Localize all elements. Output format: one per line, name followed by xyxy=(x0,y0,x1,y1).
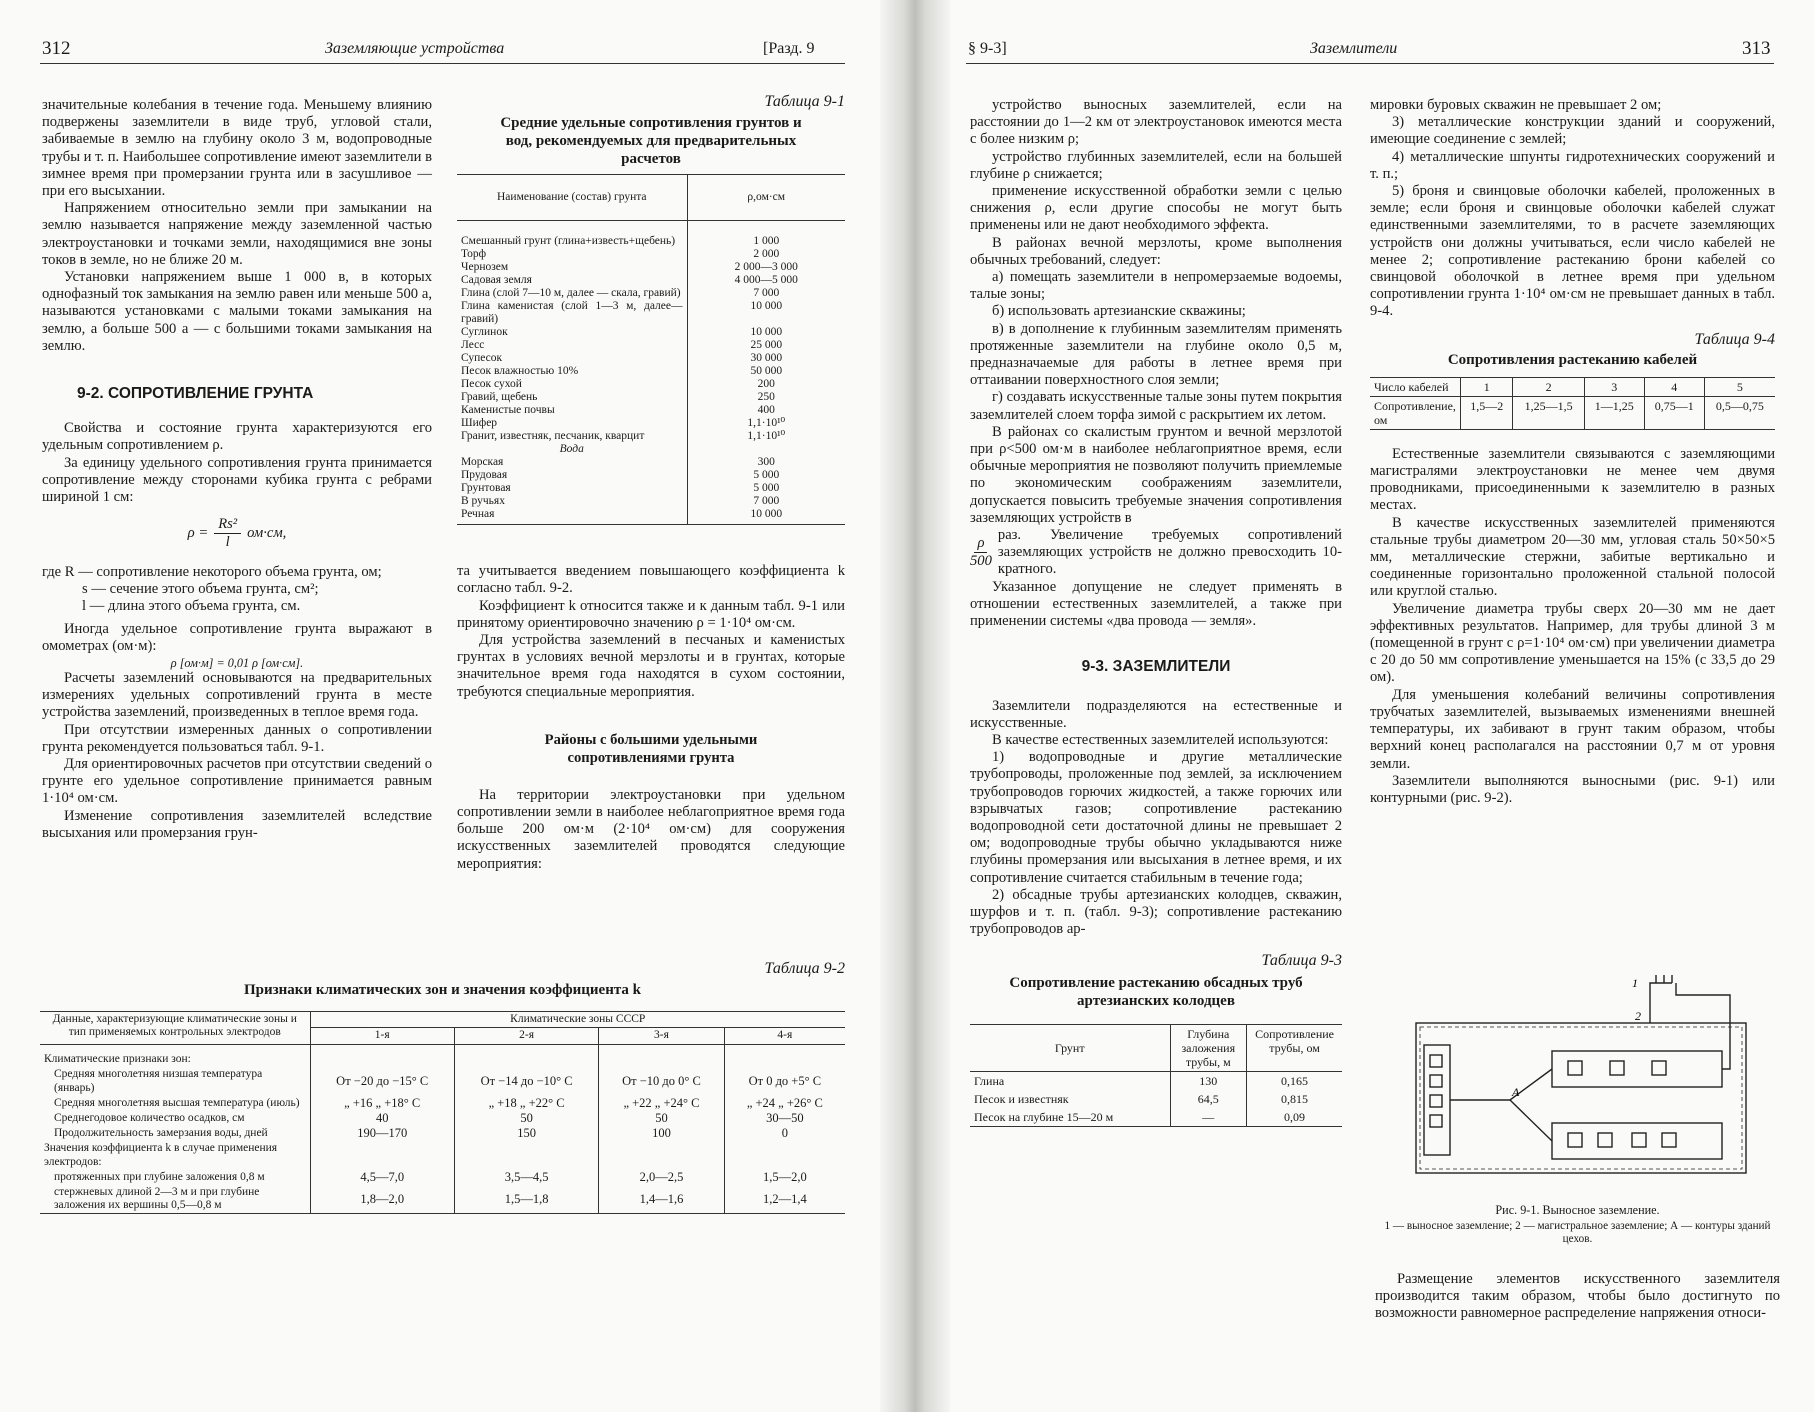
table-cell: Глина xyxy=(974,1073,1005,1088)
table-cell: 0,165 xyxy=(1247,1071,1342,1090)
table-cell: 64,5 xyxy=(1170,1090,1247,1108)
table-cell: 0,815 xyxy=(1247,1090,1342,1108)
paragraph: устройство глубинных заземлителей, если на большей глубине ρ снижается; xyxy=(970,148,1342,182)
formula-conversion: ρ [ом·м] = 0,01 ρ [ом·см]. xyxy=(170,655,304,670)
water-subheader: Вода xyxy=(559,442,584,455)
figure-legend: 1 — выносное заземление; 2 — магистральное заземление; А — контуры зданий цехов. xyxy=(1384,1220,1771,1246)
table-cell: 1,8—2,0 xyxy=(310,1185,454,1214)
table-row xyxy=(457,365,845,378)
table-cell-value: 1,1·10¹⁰ xyxy=(687,417,845,430)
paragraph: Для устройства заземлений в песчаных и каменистых грунтах в условиях вечной мерзлоты и в грунтах, которые значительное время года находятся в сухом состоянии, требуются специальные мероприятия. xyxy=(457,632,845,700)
paragraph: значительные колебания в течение года. Меньшему влиянию подвержены заземлители в виде труб, угловой стали, забиваемые в землю на глубину около 3 м, водопроводные трубы и т. п. Наибольшее сопротивление имеют заземлители в зимнее время при промерзании грунта или в засушливое — при его высыхании. xyxy=(42,97,432,200)
table-row xyxy=(457,326,845,339)
right-column-2 xyxy=(1370,97,1775,807)
fraction xyxy=(970,535,992,570)
table-cell-name: Прудовая xyxy=(461,468,508,481)
table-cell: 100 xyxy=(599,1126,724,1141)
where-line: s — сечение этого объема грунта, см²; xyxy=(82,580,319,597)
table-cell-value: 30 000 xyxy=(687,352,845,365)
table-cell: „ +18 „ +22° С xyxy=(454,1096,598,1111)
table-cell-value: 7 000 xyxy=(687,495,845,508)
zone-header: 2-я xyxy=(454,1028,598,1044)
table-cell-name: Торф xyxy=(461,247,487,260)
section-heading: 9-3. ЗАЗЕМЛИТЕЛИ xyxy=(1081,658,1231,676)
zone-header: 4-я xyxy=(724,1028,845,1044)
left-column-1 xyxy=(42,97,432,842)
table-row xyxy=(40,1185,845,1214)
table-cell: 0,5—0,75 xyxy=(1704,396,1775,429)
figure-label-1: 1 xyxy=(1632,976,1638,990)
table-cell: 2,0—2,5 xyxy=(599,1170,724,1185)
paragraph: та учитывается введением повышающего коэффициента k согласно табл. 9-2. xyxy=(457,563,845,597)
table-row xyxy=(40,1126,845,1141)
table-group-label: Значения коэффициента k в случае применения электродов: xyxy=(44,1142,278,1168)
header-rule xyxy=(40,63,845,64)
table-cell-value: 5 000 xyxy=(687,469,845,482)
table-row xyxy=(40,1111,845,1126)
table-cell: 150 xyxy=(454,1126,598,1141)
table-cell: От −14 до −10° С xyxy=(454,1067,598,1095)
paragraph: При отсутствии измеренных данных о сопротивлении грунта рекомендуется пользоваться табл. 9-1. xyxy=(42,721,432,755)
paragraph: а) помещать заземлители в непромерзаемые водоемы, талые зоны; xyxy=(970,269,1342,303)
book-gutter xyxy=(880,0,950,1412)
table-cell-value: 10 000 xyxy=(687,508,845,521)
table-cell: 4,5—7,0 xyxy=(310,1170,454,1185)
paragraph: применение искусственной обработки земли с целью снижения ρ, если другие способы не могут быть применены или не дают необходимого эффекта. xyxy=(970,183,1342,234)
table-cell: 0 xyxy=(724,1126,845,1141)
figure-label-2: 2 xyxy=(1635,1009,1641,1023)
table-caption: Таблица 9-4 xyxy=(1694,330,1775,348)
table-cell-value: 200 xyxy=(687,378,845,391)
table-title: Признаки климатических зон и значения коэффициента k xyxy=(243,982,641,999)
table-cell-value: 5 000 xyxy=(687,482,845,495)
page-number: 313 xyxy=(1742,38,1771,59)
table-cell: 1—1,25 xyxy=(1584,396,1644,429)
table-cell-value: 1,1·10¹⁰ xyxy=(687,430,845,443)
table-cell: „ +16 „ +18° С xyxy=(310,1096,454,1111)
paragraph: устройство выносных заземлителей, если на расстоянии до 1—2 км от электроустановок имеются места с более низким ρ; xyxy=(970,97,1342,148)
table-cell: 1,25—1,5 xyxy=(1513,396,1584,429)
table-cell-value: 4 000—5 000 xyxy=(687,274,845,287)
formula-numerator: Rs² xyxy=(214,516,241,534)
table-row xyxy=(457,404,845,417)
formula-denominator: l xyxy=(225,534,230,551)
table-cell: 50 xyxy=(599,1111,724,1126)
table-9-3 xyxy=(970,1024,1342,1127)
table-row xyxy=(970,1108,1342,1127)
table-cell: 4 xyxy=(1644,377,1704,396)
table-cell-name: Суглинок xyxy=(461,325,508,338)
table-row xyxy=(457,248,845,261)
table-row xyxy=(457,339,845,352)
grounding-diagram xyxy=(1380,975,1770,1195)
table-cell: 1,2—1,4 xyxy=(724,1185,845,1214)
table-cell: 1 xyxy=(1460,377,1513,396)
table-row xyxy=(457,287,845,300)
paragraph: Указанное допущение не следует применять в отношении естественных заземлителей, а также при применении системы «два провода — земля». xyxy=(970,578,1342,630)
table-row xyxy=(457,456,845,469)
formula-unit: ом·см, xyxy=(247,525,287,542)
table-row xyxy=(457,508,845,521)
paragraph: Установки напряжением выше 1 000 в, в которых однофазный ток замыкания на землю равен или меньше 500 а, называются установками с малыми токами замыкания на землю, а больше 500 а — с большими токами замыкания на землю. xyxy=(42,269,432,354)
page-number: 312 xyxy=(42,38,71,59)
table-cell: — xyxy=(1170,1108,1247,1127)
table-row-label: протяженных при глубине заложения 0,8 м xyxy=(54,1170,265,1183)
table-row xyxy=(457,274,845,287)
table-caption: Таблица 9-1 xyxy=(764,93,845,110)
table-caption: Таблица 9-3 xyxy=(1261,952,1342,970)
table-cell: 130 xyxy=(1170,1071,1247,1090)
table-cell-value: 50 000 xyxy=(687,365,845,378)
where-line: где R — сопротивление некоторого объема грунта, ом; xyxy=(42,563,382,580)
table-row-label: Среднегодовое количество осадков, см xyxy=(54,1111,245,1124)
table-cell: 2 xyxy=(1513,377,1584,396)
paragraph: 4) металлические шпунты гидротехнических сооружений и т. п.; xyxy=(1370,148,1775,182)
paragraph: В районах вечной мерзлоты, кроме выполнения обычных требований, следует: xyxy=(970,234,1342,268)
table-cell-value: 10 000 xyxy=(687,300,845,326)
table-title: Средние удельные сопротивления грунтов и вод, рекомендуемых для предварительных расчетов xyxy=(500,115,802,168)
paragraph: В качестве искусственных заземлителей применяются стальные трубы диаметром 20—30 мм, угловая сталь 50×50×5 мм, металлические стержни, забитые вертикально и соединенные горизонтально проложенной стальной полосой или круглой сталью. xyxy=(1370,514,1775,600)
table-cell: 1,5—2,0 xyxy=(724,1170,845,1185)
table-row xyxy=(457,300,845,326)
table-row xyxy=(970,1090,1342,1108)
table-cell: От 0 до +5° С xyxy=(724,1067,845,1095)
table-cell: 1,5—2 xyxy=(1460,396,1513,429)
table-caption: Таблица 9-2 xyxy=(764,960,845,977)
table-9-1 xyxy=(457,174,845,525)
table-cell-name: Каменистые почвы xyxy=(461,403,555,416)
table-cell-value: 1 000 xyxy=(687,235,845,248)
table-cell: От −20 до −15° С xyxy=(310,1067,454,1095)
subsection-heading: Районы с большими удельными сопротивлениями грунта xyxy=(544,731,758,766)
figure-9-1 xyxy=(1380,975,1770,1195)
table-title: Сопротивление растеканию обсадных труб артезианских колодцев xyxy=(1009,974,1303,1009)
running-title: Заземлители xyxy=(1310,40,1398,57)
table-row xyxy=(457,469,845,482)
table-cell-name: Гравий, щебень xyxy=(461,390,538,403)
table-row xyxy=(40,1096,845,1111)
paragraph: 5) броня и свинцовые оболочки кабелей, проложенных в земле; если броня и свинцовые оболочки кабелей служат единственными заземлителями, то в расчете заземляющих устройств они должны учитываться, если число кабелей не менее 2; сопротивление растеканию брони кабелей со свинцовой оболочкой в летнее время при удельном сопротивлении грунта 1·10⁴ ом·см не превышает данных в табл. 9-4. xyxy=(1370,183,1775,320)
table-header: ρ,ом·см xyxy=(687,175,845,221)
formula-lhs: ρ = xyxy=(187,525,209,542)
paragraph: Коэффициент k относится также и к данным табл. 9-1 или принятому ориентировочно значению ρ = 1·10⁴ ом·см. xyxy=(457,597,845,631)
table-header: Наименование (состав) грунта xyxy=(497,191,647,204)
table-cell: 50 xyxy=(454,1111,598,1126)
table-cell-name: Глина (слой 7—10 м, далее — скала, гравий) xyxy=(461,286,681,299)
table-cell: 3,5—4,5 xyxy=(454,1170,598,1185)
table-cell-name: Песок сухой xyxy=(461,377,522,390)
table-cell-value: 10 000 xyxy=(687,326,845,339)
table-cell-name: Супесок xyxy=(461,351,503,364)
formula xyxy=(42,516,432,551)
section-ref: [Разд. 9 xyxy=(763,40,815,57)
table-cell: Песок и известняк xyxy=(974,1091,1069,1106)
section-ref: § 9-3] xyxy=(968,40,1007,57)
running-title: Заземляющие устройства xyxy=(325,40,505,57)
paragraph: В качестве естественных заземлителей используются: xyxy=(992,731,1329,748)
table-row xyxy=(40,1067,845,1095)
paragraph: мировки буровых скважин не превышает 2 ом; xyxy=(1370,97,1662,113)
table-header: Данные, характеризующие климатические зоны и тип применяемых контрольных электродов xyxy=(40,1012,310,1044)
table-header: Грунт xyxy=(1054,1040,1085,1055)
table-row-label: Средняя многолетняя высшая температура (июль) xyxy=(54,1096,300,1109)
paragraph: в) в дополнение к глубинным заземлителям применять протяженные заземлители на глубине около 0,5 м, предназначаемые для работы в летнее время при оттаивании поверхностного слоя земли; xyxy=(970,320,1342,389)
table-cell-name: Шифер xyxy=(461,416,498,429)
section-heading: 9-2. СОПРОТИВЛЕНИЕ ГРУНТА xyxy=(77,385,314,403)
table-cell-value: 250 xyxy=(687,391,845,404)
table-9-4 xyxy=(1370,377,1775,430)
fraction-denominator: 500 xyxy=(970,553,992,570)
table-cell: 30—50 xyxy=(724,1111,845,1126)
paragraph: Изменение сопротивления заземлителей вследствие высыхания или промерзания грун- xyxy=(42,807,432,841)
paragraph: 3) металлические конструкции зданий и сооружений, имеющие соединение с землей; xyxy=(1370,114,1775,148)
paragraph: В районах со скалистым грунтом и вечной мерзлотой при ρ<500 ом·м в наиболее неблагоприятное время, если обычные мероприятия не позволяют получить приемлемые по экономическим соображениям заземлители, допускается повысить требуемые значения сопротивления заземляющих устройств в xyxy=(970,423,1342,526)
paragraph: На территории электроустановки при удельном сопротивлении земли в наиболее неблагоприятное время года больше 200 ом·м (2·10⁴ ом·см) для сооружения искусственных заземлителей проводятся следующие мероприятия: xyxy=(457,786,845,872)
table-cell-name: Чернозем xyxy=(461,260,509,273)
paragraph: Размещение элементов искусственного заземлителя производится таким образом, чтобы было достигнуто по возможности равномерное распределение напряжения относи- xyxy=(1375,1270,1780,1322)
table-cell-name: Песок влажностью 10% xyxy=(461,364,579,377)
table-row xyxy=(457,417,845,430)
table-header: Климатические зоны СССР xyxy=(310,1012,845,1028)
figure-caption: Рис. 9-1. Выносное заземление. xyxy=(1495,1203,1660,1217)
paragraph: За единицу удельного сопротивления грунта принимается сопротивление между сторонами кубика грунта с ребрами шириной 1 см: xyxy=(42,454,432,506)
table-row-label: Число кабелей xyxy=(1374,379,1449,394)
table-cell-value: 7 000 xyxy=(687,287,845,300)
table-row-label: Средняя многолетняя низшая температура (январь) xyxy=(54,1068,263,1094)
paragraph: Иногда удельное сопротивление грунта выражают в омометрах (ом·м): xyxy=(42,621,432,655)
table-row xyxy=(457,352,845,365)
table-cell: Песок на глубине 15—20 м xyxy=(974,1109,1114,1124)
formula-fraction xyxy=(214,516,241,551)
table-row xyxy=(457,261,845,274)
where-line: l — длина этого объема грунта, см. xyxy=(82,598,301,615)
fraction-line xyxy=(970,527,1342,579)
table-cell-name: Садовая земля xyxy=(461,273,532,286)
table-group-label: Климатические признаки зон: xyxy=(44,1053,191,1066)
paragraph: Свойства и состояние грунта характеризуются его удельным сопротивлением ρ. xyxy=(42,420,432,454)
paragraph: 1) водопроводные и другие металлические трубопроводы, проложенные под землей, за исключением трубопроводов горючих жидкостей, а также горючих или взрывчатых газов; сопротивление растеканию водопроводной сети достаточной длины не превышает 2 ом; водопроводные трубы обычно укладываются ниже глубины промерзания или высыхания в летнее время, и их сопротивление считается стабильным в течение года; xyxy=(970,749,1342,886)
table-cell: „ +24 „ +26° С xyxy=(724,1096,845,1111)
right-column-1 xyxy=(970,97,1342,1127)
table-row xyxy=(457,430,845,443)
table-cell: 1,5—1,8 xyxy=(454,1185,598,1214)
paragraph: Расчеты заземлений основываются на предварительных измерениях удельных сопротивлений грунта в месте устройства заземлений, произведенных в теплое время года. xyxy=(42,669,432,721)
left-column-2 xyxy=(457,93,845,873)
table-cell-name: В ручьях xyxy=(461,494,505,507)
table-cell-name: Смешанный грунт (глина+известь+щебень) xyxy=(461,234,676,247)
paragraph: б) использовать артезианские скважины; xyxy=(992,303,1246,320)
fraction-text: раз. Увеличение требуемых сопротивлений заземляющих устройств не должно превосходить 10-кратного. xyxy=(997,527,1342,578)
header-rule xyxy=(966,63,1774,64)
paragraph: г) создавать искусственные талые зоны путем покрытия заземлителей слоем торфа зимой с раскрытием их летом. xyxy=(970,389,1342,423)
table-cell-name: Грунтовая xyxy=(461,481,511,494)
figure-label-A: А xyxy=(1512,1085,1520,1099)
table-cell-value: 25 000 xyxy=(687,339,845,352)
table-cell-name: Глина каменистая (слой 1—3 м, далее—гравий) xyxy=(461,299,683,325)
paragraph: Заземлители подразделяются на естественные и искусственные. xyxy=(970,697,1342,731)
table-cell: 5 xyxy=(1704,377,1775,396)
table-cell: 40 xyxy=(310,1111,454,1126)
paragraph: Заземлители выполняются выносными (рис. 9-1) или контурными (рис. 9-2). xyxy=(1370,772,1775,806)
fraction-numerator: ρ xyxy=(974,535,987,553)
table-cell-value: 2 000—3 000 xyxy=(687,261,845,274)
table-row-label: Продолжительность замерзания воды, дней xyxy=(54,1127,268,1140)
table-row xyxy=(457,235,845,248)
paragraph: Естественные заземлители связываются с заземляющими магистралями электроустановки не менее чем двумя проводниками, присоединенными к заземлителю в разных местах. xyxy=(1370,445,1775,514)
table-cell: „ +22 „ +24° С xyxy=(599,1096,724,1111)
table-row xyxy=(40,1170,845,1185)
table-cell: 0,09 xyxy=(1247,1108,1342,1127)
table-cell-value: 300 xyxy=(687,456,845,469)
table-row xyxy=(457,495,845,508)
figure-caption-block xyxy=(1375,1203,1780,1322)
table-row xyxy=(970,1071,1342,1090)
paragraph: Для уменьшения колебаний величины сопротивления трубчатых заземлителей, вызываемых изменениями внешней температуры, их забивают в грунт таким образом, чтобы верхний конец располагался на расстоянии 0,7 м от уровня земли. xyxy=(1370,686,1775,772)
table-cell: 0,75—1 xyxy=(1644,396,1704,429)
table-row-label: стержневых длиной 2—3 м и при глубине заложения их вершины 0,5—0,8 м xyxy=(54,1185,260,1212)
paragraph: Увеличение диаметра трубы сверх 20—30 мм не дает эффективных результатов. Например, для трубы длиной 3 м (помещенной в грунт с ρ=1·10⁴ ом·см) при увеличении диаметра с 20 до 50 мм сопротивление уменьшается на 15% (с 33,5 до 29 ом). xyxy=(1370,600,1775,686)
page-313 xyxy=(950,0,1814,1412)
table-cell: 3 xyxy=(1584,377,1644,396)
zone-header: 1-я xyxy=(310,1028,454,1044)
table-header: Глубина заложения трубы, м xyxy=(1170,1024,1247,1071)
paragraph: 2) обсадные трубы артезианских колодцев, скважин, шурфов и т. п. (табл. 9-3); сопротивление растеканию трубопроводов ар- xyxy=(970,886,1342,938)
paragraph: Для ориентировочных расчетов при отсутствии сведений о грунте его удельное сопротивление принимается равным 1·10⁴ ом·см. xyxy=(42,755,432,807)
zone-header: 3-я xyxy=(599,1028,724,1044)
table-row xyxy=(457,378,845,391)
table-cell-name: Гранит, известняк, песчаник, кварцит xyxy=(461,429,645,442)
table-row xyxy=(457,391,845,404)
table-title: Сопротивления растеканию кабелей xyxy=(1447,351,1698,368)
table-cell-value: 2 000 xyxy=(687,248,845,261)
table-cell-value: 400 xyxy=(687,404,845,417)
table-cell: От −10 до 0° С xyxy=(599,1067,724,1095)
table-header: Сопротивление трубы, ом xyxy=(1247,1024,1342,1071)
table-cell-name: Морская xyxy=(461,455,504,468)
table-row-label: Сопротивление, ом xyxy=(1374,398,1456,427)
page-312 xyxy=(0,0,880,1412)
table-cell-name: Лесс xyxy=(461,338,485,351)
table-cell: 190—170 xyxy=(310,1126,454,1141)
table-9-2-block xyxy=(40,960,845,1214)
table-cell-name: Речная xyxy=(461,507,495,520)
table-row xyxy=(457,482,845,495)
paragraph: Напряжением относительно земли при замыкании на землю называется напряжение между заземленной частью электроустановки и точками земли, находящимися вне зоны токов в земле, но не ближе 20 м. xyxy=(42,200,432,268)
table-cell: 1,4—1,6 xyxy=(599,1185,724,1214)
table-9-2 xyxy=(40,1011,845,1214)
